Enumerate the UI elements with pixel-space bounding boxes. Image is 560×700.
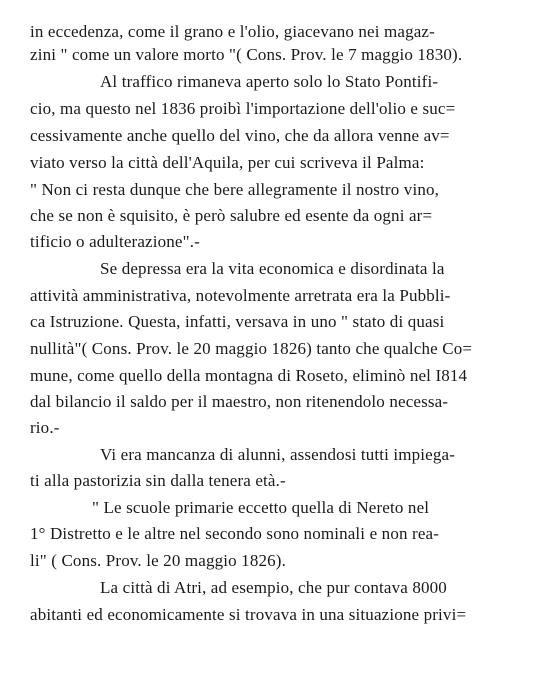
text-line: nullità"( Cons. Prov. le 20 maggio 1826) tanto che qualche Co=	[30, 339, 473, 358]
text-line: che se non è squisito, è però salubre ed esente da ogni ar=	[30, 206, 433, 225]
text-line: ca Istruzione. Questa, infatti, versava in uno " stato di quasi	[30, 312, 445, 331]
text-line: rio.-	[30, 418, 60, 437]
text-line: attività amministrativa, notevolmente arretrata era la Pubbli-	[30, 286, 451, 305]
text-line: li" ( Cons. Prov. le 20 maggio 1826).	[30, 551, 286, 570]
text-line: tificio o adulterazione".-	[30, 232, 200, 251]
paragraph-first-line: Vi era mancanza di alunni, assendosi tutti impiega-	[100, 445, 456, 464]
paragraph-first-line: La città di Atri, ad esempio, che pur contava 8000	[100, 578, 447, 597]
text-line: 1° Distretto e le altre nel secondo sono nominali e non rea-	[30, 524, 440, 543]
text-line: abitanti ed economicamente si trovava in una situazione privi=	[30, 605, 467, 624]
paragraph-first-line: Se depressa era la vita economica e disordinata la	[100, 259, 445, 278]
text-line: zini " come un valore morto "( Cons. Prov. le 7 maggio 1830).	[30, 45, 463, 64]
paragraph-first-line: " Le scuole primarie eccetto quella di Nereto nel	[92, 498, 430, 517]
text-line: dal bilancio il saldo per il maestro, non ritenendolo necessa-	[30, 392, 449, 411]
text-line: viato verso la città dell'Aquila, per cui scriveva il Palma:	[30, 153, 425, 172]
text-line: in eccedenza, come il grano e l'olio, giacevano nei magaz-	[30, 22, 435, 41]
text-line: mune, come quello della montagna di Roseto, eliminò nel I814	[30, 366, 468, 385]
text-line: " Non ci resta dunque che bere allegramente il nostro vino,	[30, 180, 440, 199]
text-line: cessivamente anche quello del vino, che da allora venne av=	[30, 126, 450, 145]
paragraph-first-line: Al traffico rimaneva aperto solo lo Stato Pontifi-	[100, 72, 439, 91]
text-line: ti alla pastorizia sin dalla tenera età.-	[30, 471, 286, 490]
text-line: cio, ma questo nel 1836 proibì l'importazione dell'olio e suc=	[30, 99, 456, 118]
